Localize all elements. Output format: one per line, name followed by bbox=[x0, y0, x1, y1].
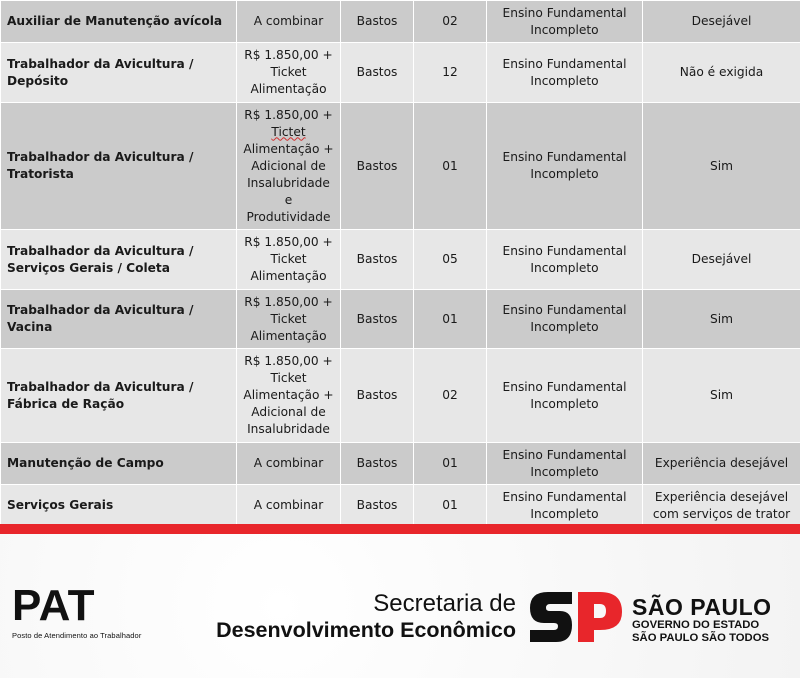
table-row bbox=[1, 43, 800, 103]
city-cell: Bastos bbox=[341, 485, 414, 525]
table-row bbox=[1, 349, 800, 443]
experience-cell bbox=[643, 230, 800, 290]
cell-line: e bbox=[284, 192, 293, 207]
salary-cell bbox=[237, 290, 341, 349]
cell-line: Sim bbox=[710, 158, 733, 173]
salary-cell bbox=[237, 1, 341, 43]
table-row bbox=[1, 1, 800, 43]
education-cell bbox=[487, 230, 643, 290]
cell-line: Experiência desejável bbox=[654, 456, 789, 470]
experience-cell bbox=[643, 1, 800, 43]
cell-line: Ticket bbox=[270, 371, 307, 385]
experience-cell bbox=[643, 443, 800, 485]
vacancies-cell: 05 bbox=[414, 230, 487, 290]
city-cell: Bastos bbox=[341, 349, 414, 443]
cell-line: R$ 1.850,00 + bbox=[244, 48, 333, 62]
education-cell bbox=[487, 349, 643, 443]
job-role-cell: Trabalhador da Avicultura / Tratorista bbox=[1, 103, 237, 230]
cell-line: R$ 1.850,00 + bbox=[244, 354, 333, 368]
table-row bbox=[1, 443, 800, 485]
salary-cell bbox=[237, 103, 341, 230]
education-cell bbox=[487, 1, 643, 43]
cell-line: Adicional de bbox=[251, 158, 326, 173]
cell-line: R$ 1.850,00 + bbox=[244, 294, 333, 309]
education-cell bbox=[487, 485, 643, 525]
cell-line: Desejável bbox=[691, 252, 752, 266]
pat-logo bbox=[12, 581, 142, 640]
cell-line: com serviços de trator bbox=[652, 506, 791, 521]
pat-subtitle: Posto de Atendimento ao Trabalhador bbox=[12, 631, 142, 640]
city-cell: Bastos bbox=[341, 103, 414, 230]
salary-cell bbox=[237, 443, 341, 485]
cell-line: Ensino Fundamental bbox=[502, 150, 627, 164]
vacancies-cell: 02 bbox=[414, 349, 487, 443]
experience-cell bbox=[643, 43, 800, 103]
city-cell: Bastos bbox=[341, 443, 414, 485]
secretaria-line1: Secretaria de bbox=[373, 590, 516, 617]
city-cell: Bastos bbox=[341, 1, 414, 43]
salary-cell bbox=[237, 485, 341, 525]
cell-line: Ensino Fundamental bbox=[502, 379, 627, 394]
salary-cell bbox=[237, 43, 341, 103]
secretaria-line2: Desenvolvimento Econômico bbox=[216, 618, 516, 642]
vacancies-cell: 02 bbox=[414, 1, 487, 43]
city-cell: Bastos bbox=[341, 43, 414, 103]
cell-line: Ensino Fundamental bbox=[502, 56, 627, 71]
cell-line: Ensino Fundamental bbox=[502, 447, 627, 462]
table-row bbox=[1, 485, 800, 525]
education-cell bbox=[487, 103, 643, 230]
cell-line: Alimentação + bbox=[243, 388, 334, 402]
cell-line: Adicional de bbox=[251, 405, 326, 419]
job-role-cell: Trabalhador da Avicultura / Serviços Gerais / Coleta bbox=[1, 230, 237, 290]
job-rows bbox=[1, 1, 800, 525]
vacancies-cell: 12 bbox=[414, 43, 487, 103]
table-row bbox=[1, 103, 800, 230]
footer-logos bbox=[0, 534, 800, 678]
cell-line: Alimentação bbox=[250, 328, 327, 343]
cell-line: Experiência desejável bbox=[654, 489, 789, 504]
cell-line: Incompleto bbox=[530, 22, 599, 37]
education-cell bbox=[487, 443, 643, 485]
secretaria-logo bbox=[216, 591, 516, 643]
cell-line: Alimentação bbox=[250, 82, 327, 96]
cell-line: A combinar bbox=[253, 14, 324, 28]
cell-line: Tictet bbox=[271, 124, 306, 139]
cell-line: Alimentação + bbox=[243, 141, 334, 156]
cell-line: Produtividade bbox=[246, 209, 331, 224]
cell-line: Incompleto bbox=[530, 396, 599, 411]
job-role-cell: Trabalhador da Avicultura / Vacina bbox=[1, 290, 237, 349]
vacancies-cell: 01 bbox=[414, 485, 487, 525]
cell-line: A combinar bbox=[253, 498, 324, 512]
experience-cell bbox=[643, 349, 800, 443]
experience-cell bbox=[643, 290, 800, 349]
cell-line: Incompleto bbox=[530, 167, 599, 181]
table-row bbox=[1, 290, 800, 349]
sp-name: SÃO PAULO bbox=[632, 594, 772, 620]
sp-slogan: SÃO PAULO SÃO TODOS bbox=[632, 632, 770, 644]
cell-line: Ticket bbox=[270, 311, 307, 326]
cell-line: Incompleto bbox=[530, 464, 599, 479]
cell-line: Ensino Fundamental bbox=[502, 5, 627, 20]
vacancies-cell: 01 bbox=[414, 103, 487, 230]
cell-line: Incompleto bbox=[530, 260, 599, 275]
city-cell: Bastos bbox=[341, 230, 414, 290]
cell-line: Ensino Fundamental bbox=[502, 489, 627, 504]
experience-cell bbox=[643, 485, 800, 525]
cell-line: Alimentação bbox=[250, 269, 327, 283]
cell-line: Ticket bbox=[270, 252, 307, 266]
cell-line: A combinar bbox=[253, 456, 324, 470]
sp-government-logo bbox=[632, 595, 772, 645]
cell-line: Não é exigida bbox=[679, 65, 764, 79]
cell-line: Ticket bbox=[270, 65, 307, 79]
cell-line: Ensino Fundamental bbox=[502, 303, 627, 317]
sp-emblem-icon bbox=[528, 592, 622, 642]
cell-line: R$ 1.850,00 + bbox=[244, 107, 333, 122]
pat-title: PAT bbox=[12, 581, 95, 630]
education-cell bbox=[487, 290, 643, 349]
job-role-cell: Trabalhador da Avicultura / Fábrica de Ração bbox=[1, 349, 237, 443]
table-row bbox=[1, 230, 800, 290]
job-role-cell: Auxiliar de Manutenção avícola bbox=[1, 1, 237, 43]
cell-line: Insalubridade bbox=[247, 175, 330, 190]
red-divider-bar bbox=[0, 524, 800, 534]
cell-line: Sim bbox=[710, 311, 733, 326]
experience-cell bbox=[643, 103, 800, 230]
cell-line: Sim bbox=[710, 388, 733, 402]
cell-line: Desejável bbox=[691, 14, 752, 28]
job-role-cell: Serviços Gerais bbox=[1, 485, 237, 525]
vacancies-cell: 01 bbox=[414, 290, 487, 349]
cell-line: Insalubridade bbox=[247, 422, 330, 436]
cell-line: Incompleto bbox=[530, 73, 599, 88]
cell-line: Incompleto bbox=[530, 506, 599, 521]
sp-government-label: GOVERNO DO ESTADO bbox=[632, 619, 760, 631]
salary-cell bbox=[237, 349, 341, 443]
job-role-cell: Trabalhador da Avicultura / Depósito bbox=[1, 43, 237, 103]
vacancies-cell: 01 bbox=[414, 443, 487, 485]
city-cell: Bastos bbox=[341, 290, 414, 349]
salary-cell bbox=[237, 230, 341, 290]
cell-line: Ensino Fundamental bbox=[502, 243, 627, 258]
cell-line: R$ 1.850,00 + bbox=[244, 235, 333, 249]
education-cell bbox=[487, 43, 643, 103]
job-role-cell: Manutenção de Campo bbox=[1, 443, 237, 485]
cell-line: Incompleto bbox=[530, 320, 599, 334]
